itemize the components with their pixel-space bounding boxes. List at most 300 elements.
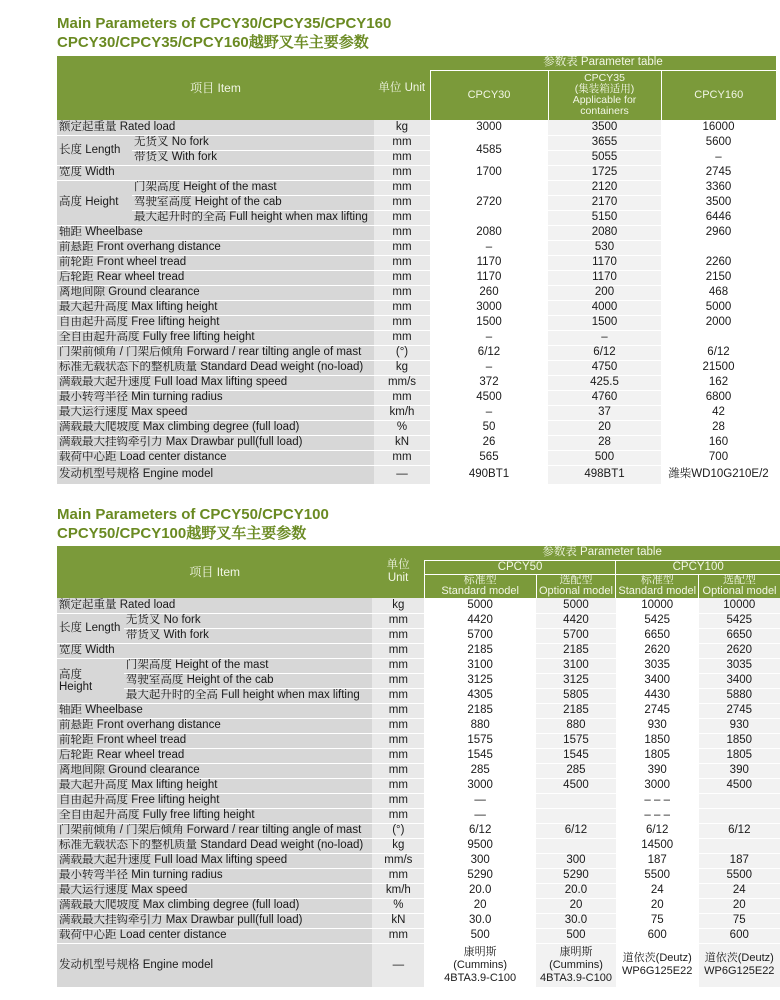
value-cell: 930 <box>699 718 780 733</box>
param-group: 长度 Length <box>57 613 124 643</box>
unit-cell: mm <box>374 240 430 255</box>
table-row <box>57 165 776 180</box>
value-cell: 10000 <box>616 598 699 613</box>
param-name: 自由起升高度 Free lifting height <box>57 793 372 808</box>
table-row <box>57 240 776 255</box>
value-cell: 1170 <box>430 270 548 285</box>
table-row <box>57 270 776 285</box>
param-name: 载荷中心距 Load center distance <box>57 450 374 465</box>
value-cell: 2185 <box>424 703 536 718</box>
param-name: 无货叉 No fork <box>132 135 374 150</box>
value-cell: 9500 <box>424 838 536 853</box>
value-cell <box>699 793 780 808</box>
value-cell: 260 <box>430 285 548 300</box>
unit-cell: % <box>372 898 424 913</box>
header-item: 项目 Item <box>57 56 374 120</box>
value-cell: 600 <box>699 928 780 943</box>
param-name: 门架高度 Height of the mast <box>132 180 374 195</box>
table-row <box>57 135 776 150</box>
unit-cell: mm <box>374 225 430 240</box>
param-name: 发动机型号规格 Engine model <box>57 943 372 987</box>
value-cell: – <box>548 330 661 345</box>
value-cell: 3000 <box>430 300 548 315</box>
table-row <box>57 628 780 643</box>
value-cell: 10000 <box>699 598 780 613</box>
unit-cell: mm <box>372 763 424 778</box>
table-row <box>57 673 780 688</box>
param-name: 自由起升高度 Free lifting height <box>57 315 374 330</box>
value-cell: 20 <box>548 420 661 435</box>
table-row <box>57 733 780 748</box>
value-cell: 42 <box>661 405 776 420</box>
value-cell: – – – <box>616 808 699 823</box>
param-name: 宽度 Width <box>57 165 374 180</box>
header-model-variant <box>424 574 536 598</box>
value-cell: 1545 <box>536 748 616 763</box>
value-cell: 300 <box>536 853 616 868</box>
table-row <box>57 255 776 270</box>
param-name: 后轮距 Rear wheel tread <box>57 270 374 285</box>
value-cell: 50 <box>430 420 548 435</box>
header-model: CPCY160 <box>661 70 776 120</box>
value-cell: 2620 <box>699 643 780 658</box>
unit-cell: mm <box>374 195 430 210</box>
unit-cell: mm <box>374 165 430 180</box>
value-cell: 20 <box>424 898 536 913</box>
param-name: 满载最大爬坡度 Max climbing degree (full load) <box>57 420 374 435</box>
header-parameter-table: 参数表 Parameter table <box>430 56 776 70</box>
value-cell: 4000 <box>548 300 661 315</box>
value-cell: 4500 <box>430 390 548 405</box>
value-cell: 道依茨(Deutz) WP6G125E22 <box>616 943 699 987</box>
value-cell: 5290 <box>424 868 536 883</box>
header-unit-cn: 单位 <box>386 559 410 571</box>
param-name: 满载最大挂钩牵引力 Max Drawbar pull(full load) <box>57 913 372 928</box>
table-row <box>57 853 780 868</box>
value-cell: 28 <box>548 435 661 450</box>
table-row <box>57 330 776 345</box>
value-cell: 498BT1 <box>548 465 661 484</box>
value-cell: 5425 <box>699 613 780 628</box>
value-cell: 2170 <box>548 195 661 210</box>
table-row <box>57 943 780 987</box>
table-row <box>57 465 776 484</box>
header-variant-en: Optional model <box>538 585 613 598</box>
section1-title-en: Main Parameters of CPCY30/CPCY35/CPCY160 <box>57 15 392 32</box>
unit-cell: mm <box>372 703 424 718</box>
value-cell: – <box>430 360 548 375</box>
value-cell <box>536 838 616 853</box>
table-row <box>57 360 776 375</box>
value-cell: 390 <box>616 763 699 778</box>
value-cell: – – – <box>616 793 699 808</box>
value-cell: 4500 <box>536 778 616 793</box>
unit-cell: mm/s <box>374 375 430 390</box>
table-row <box>57 315 776 330</box>
value-cell: 5600 <box>661 135 776 150</box>
value-cell: 1170 <box>548 255 661 270</box>
value-cell: 490BT1 <box>430 465 548 484</box>
value-cell: 3400 <box>616 673 699 688</box>
value-cell: 6/12 <box>548 345 661 360</box>
table-row <box>57 375 776 390</box>
value-cell: 4585 <box>430 135 548 165</box>
param-name: 轴距 Wheelbase <box>57 703 372 718</box>
table-row <box>57 150 776 165</box>
value-cell <box>699 838 780 853</box>
table-row <box>57 928 780 943</box>
value-cell: 162 <box>661 375 776 390</box>
table-row <box>57 405 776 420</box>
value-cell: 20.0 <box>536 883 616 898</box>
value-cell: 4305 <box>424 688 536 703</box>
value-cell: 5425 <box>616 613 699 628</box>
value-cell: 2120 <box>548 180 661 195</box>
value-cell: 3035 <box>616 658 699 673</box>
value-cell: 3000 <box>424 778 536 793</box>
value-cell: 5805 <box>536 688 616 703</box>
value-cell: 3360 <box>661 180 776 195</box>
section2-title-en: Main Parameters of CPCY50/CPCY100 <box>57 506 329 523</box>
value-cell: 2620 <box>616 643 699 658</box>
value-cell: 潍柴WD10G210E/2 <box>661 465 776 484</box>
param-name: 最小转弯半径 Min turning radius <box>57 390 374 405</box>
param-name: 离地间隙 Ground clearance <box>57 285 374 300</box>
value-cell: 2185 <box>536 703 616 718</box>
value-cell: 500 <box>536 928 616 943</box>
value-cell: 2960 <box>661 225 776 240</box>
value-cell: 2720 <box>430 180 548 225</box>
unit-cell: mm <box>372 718 424 733</box>
header-unit-en: Unit <box>387 572 409 584</box>
value-cell: 2260 <box>661 255 776 270</box>
table-row <box>57 748 780 763</box>
unit-cell: mm <box>372 808 424 823</box>
param-name: 前轮距 Front wheel tread <box>57 733 372 748</box>
header-variant-cn: 标准型 <box>640 574 674 587</box>
value-cell: 5000 <box>424 598 536 613</box>
value-cell: 1170 <box>548 270 661 285</box>
value-cell: 2745 <box>616 703 699 718</box>
value-cell: 6446 <box>661 210 776 225</box>
value-cell: 28 <box>661 420 776 435</box>
value-cell: 2080 <box>548 225 661 240</box>
unit-cell: mm <box>374 270 430 285</box>
table-row <box>57 225 776 240</box>
table-row <box>57 703 780 718</box>
value-cell: 5000 <box>661 300 776 315</box>
value-cell: 1575 <box>424 733 536 748</box>
unit-cell: km/h <box>374 405 430 420</box>
unit-cell: kg <box>374 120 430 135</box>
value-cell: 75 <box>699 913 780 928</box>
unit-cell: (°) <box>374 345 430 360</box>
param-name: 满载最大爬坡度 Max climbing degree (full load) <box>57 898 372 913</box>
value-cell: 4500 <box>699 778 780 793</box>
value-cell: 200 <box>548 285 661 300</box>
value-cell: 6/12 <box>616 823 699 838</box>
unit-cell: kN <box>374 435 430 450</box>
value-cell: 500 <box>424 928 536 943</box>
value-cell: 390 <box>699 763 780 778</box>
header-unit: 单位 Unit <box>374 56 430 120</box>
unit-cell: mm <box>374 450 430 465</box>
unit-cell: mm <box>374 390 430 405</box>
value-cell: 20 <box>616 898 699 913</box>
unit-cell: mm <box>372 793 424 808</box>
value-cell: 20 <box>699 898 780 913</box>
value-cell: 700 <box>661 450 776 465</box>
value-cell: 5150 <box>548 210 661 225</box>
value-cell: 565 <box>430 450 548 465</box>
unit-cell: — <box>372 943 424 987</box>
param-name: 门架前倾角 / 门架后倾角 Forward / rear tilting angle of mast <box>57 823 372 838</box>
value-cell: 5700 <box>536 628 616 643</box>
param-name: 前轮距 Front wheel tread <box>57 255 374 270</box>
unit-cell: mm <box>372 643 424 658</box>
header-variant-cn: 标准型 <box>463 574 497 587</box>
param-name: 最大起升时的全高 Full height when max lifting <box>132 210 374 225</box>
value-cell: 3100 <box>536 658 616 673</box>
value-cell: 372 <box>430 375 548 390</box>
value-cell: 187 <box>616 853 699 868</box>
unit-cell: mm <box>374 150 430 165</box>
unit-cell: mm <box>374 180 430 195</box>
header-model-group: CPCY50 <box>424 560 616 574</box>
param-name: 无货叉 No fork <box>124 613 373 628</box>
table-row <box>57 195 776 210</box>
value-cell: 6650 <box>616 628 699 643</box>
param-name: 宽度 Width <box>57 643 372 658</box>
table-row <box>57 763 780 778</box>
value-cell: 285 <box>536 763 616 778</box>
param-group: 高度 Height <box>57 180 132 225</box>
value-cell: 6/12 <box>536 823 616 838</box>
header-parameter-table: 参数表 Parameter table <box>424 546 780 560</box>
value-cell: 5500 <box>699 868 780 883</box>
param-name: 轴距 Wheelbase <box>57 225 374 240</box>
param-name: 最大起升时的全高 Full height when max lifting <box>124 688 373 703</box>
table-row <box>57 210 776 225</box>
value-cell: 5880 <box>699 688 780 703</box>
param-name: 门架前倾角 / 门架后倾角 Forward / rear tilting angle of mast <box>57 345 374 360</box>
unit-cell: (°) <box>372 823 424 838</box>
unit-cell: mm <box>372 928 424 943</box>
value-cell: – <box>430 240 548 255</box>
param-name: 前悬距 Front overhang distance <box>57 718 372 733</box>
param-name: 标准无载状态下的整机质量 Standard Dead weight (no-load) <box>57 838 372 853</box>
value-cell: 5500 <box>616 868 699 883</box>
value-cell: 4760 <box>548 390 661 405</box>
param-name: 标准无载状态下的整机质量 Standard Dead weight (no-load) <box>57 360 374 375</box>
table-row <box>57 793 780 808</box>
table-row <box>57 450 776 465</box>
header-variant-cn: 选配型 <box>723 574 757 587</box>
param-name: 离地间隙 Ground clearance <box>57 763 372 778</box>
table-row <box>57 390 776 405</box>
param-name: 最大运行速度 Max speed <box>57 405 374 420</box>
param-name: 最小转弯半径 Min turning radius <box>57 868 372 883</box>
header-model-variant <box>616 574 699 598</box>
value-cell: 1850 <box>616 733 699 748</box>
unit-cell: kg <box>372 598 424 613</box>
unit-cell: mm <box>372 673 424 688</box>
param-group: 长度 Length <box>57 135 132 165</box>
value-cell: 1500 <box>430 315 548 330</box>
value-cell: 6/12 <box>661 345 776 360</box>
value-cell: 6650 <box>699 628 780 643</box>
table-row <box>57 883 780 898</box>
param-name: 最大起升高度 Max lifting height <box>57 300 374 315</box>
unit-cell: mm <box>372 748 424 763</box>
header-variant-en: Standard model <box>441 585 519 598</box>
header-model-group: CPCY100 <box>616 560 780 574</box>
table-row <box>57 898 780 913</box>
header-model: CPCY30 <box>430 70 548 120</box>
value-cell: 2745 <box>661 165 776 180</box>
value-cell: 道依茨(Deutz) WP6G125E22 <box>699 943 780 987</box>
value-cell: 6/12 <box>699 823 780 838</box>
param-name: 满载最大挂钩牵引力 Max Drawbar pull(full load) <box>57 435 374 450</box>
unit-cell: mm <box>374 135 430 150</box>
param-name: 载荷中心距 Load center distance <box>57 928 372 943</box>
unit-cell: mm <box>372 733 424 748</box>
value-cell: 2000 <box>661 315 776 330</box>
value-cell: 1805 <box>616 748 699 763</box>
unit-cell: kg <box>374 360 430 375</box>
param-name: 前悬距 Front overhang distance <box>57 240 374 255</box>
value-cell: 20 <box>536 898 616 913</box>
value-cell: 14500 <box>616 838 699 853</box>
parameter-table-1 <box>57 56 776 485</box>
unit-cell: mm <box>374 285 430 300</box>
value-cell: 6/12 <box>430 345 548 360</box>
value-cell: 530 <box>548 240 661 255</box>
header-variant-en: Standard model <box>618 585 697 598</box>
unit-cell: % <box>374 420 430 435</box>
param-name: 满载最大起升速度 Full load Max lifting speed <box>57 853 372 868</box>
value-cell: 2080 <box>430 225 548 240</box>
value-cell: 4430 <box>616 688 699 703</box>
param-name: 驾驶室高度 Height of the cab <box>132 195 374 210</box>
value-cell: 300 <box>424 853 536 868</box>
header-model-variant <box>536 574 616 598</box>
value-cell: 4420 <box>424 613 536 628</box>
table-row <box>57 658 780 673</box>
param-group: 高度 Height <box>57 658 124 703</box>
value-cell: 16000 <box>661 120 776 135</box>
param-name: 带货叉 With fork <box>132 150 374 165</box>
value-cell: – <box>661 150 776 165</box>
value-cell: 37 <box>548 405 661 420</box>
value-cell: 2185 <box>424 643 536 658</box>
value-cell: 5055 <box>548 150 661 165</box>
value-cell: 1700 <box>430 165 548 180</box>
value-cell <box>661 240 776 255</box>
table-row <box>57 285 776 300</box>
unit-cell: mm <box>374 315 430 330</box>
table-row <box>57 808 780 823</box>
value-cell <box>536 793 616 808</box>
param-name: 驾驶室高度 Height of the cab <box>124 673 373 688</box>
param-name: 门架高度 Height of the mast <box>124 658 373 673</box>
value-cell: 康明斯 (Cummins) 4BTA3.9-C100 <box>424 943 536 987</box>
value-cell: 26 <box>430 435 548 450</box>
unit-cell: mm <box>372 628 424 643</box>
unit-cell: mm <box>372 868 424 883</box>
unit-cell: — <box>374 465 430 484</box>
unit-cell: mm <box>374 210 430 225</box>
unit-cell: mm <box>372 688 424 703</box>
value-cell: 2185 <box>536 643 616 658</box>
value-cell: 285 <box>424 763 536 778</box>
value-cell: 880 <box>536 718 616 733</box>
value-cell: 康明斯 (Cummins) 4BTA3.9-C100 <box>536 943 616 987</box>
value-cell: 160 <box>661 435 776 450</box>
value-cell: 425.5 <box>548 375 661 390</box>
table-row <box>57 688 780 703</box>
value-cell: 3100 <box>424 658 536 673</box>
table-row <box>57 778 780 793</box>
table-row <box>57 345 776 360</box>
value-cell: 3500 <box>661 195 776 210</box>
param-name: 额定起重量 Rated load <box>57 598 372 613</box>
unit-cell: mm <box>374 255 430 270</box>
value-cell: 1850 <box>699 733 780 748</box>
value-cell: 600 <box>616 928 699 943</box>
value-cell: 1805 <box>699 748 780 763</box>
value-cell: 3000 <box>430 120 548 135</box>
value-cell: 6800 <box>661 390 776 405</box>
param-name: 额定起重量 Rated load <box>57 120 374 135</box>
param-name: 带货叉 With fork <box>124 628 373 643</box>
param-name: 全自由起升高度 Fully free lifting height <box>57 330 374 345</box>
value-cell: 20.0 <box>424 883 536 898</box>
value-cell: 24 <box>616 883 699 898</box>
table-row <box>57 420 776 435</box>
value-cell: 4750 <box>548 360 661 375</box>
value-cell: 75 <box>616 913 699 928</box>
unit-cell: kg <box>372 838 424 853</box>
table-row <box>57 643 780 658</box>
param-name: 后轮距 Rear wheel tread <box>57 748 372 763</box>
value-cell: 21500 <box>661 360 776 375</box>
value-cell: 5000 <box>536 598 616 613</box>
value-cell: 468 <box>661 285 776 300</box>
header-unit <box>372 546 424 598</box>
value-cell: 3400 <box>699 673 780 688</box>
table-row <box>57 120 776 135</box>
unit-cell: mm <box>374 330 430 345</box>
value-cell: 880 <box>424 718 536 733</box>
value-cell <box>699 808 780 823</box>
header-model: CPCY35 (集装箱适用) Applicable for containers <box>548 70 661 120</box>
header-item: 项目 Item <box>57 546 372 598</box>
header-model-variant <box>699 574 780 598</box>
table-row <box>57 913 780 928</box>
value-cell: 500 <box>548 450 661 465</box>
param-name: 满载最大起升速度 Full load Max lifting speed <box>57 375 374 390</box>
value-cell: – <box>430 330 548 345</box>
value-cell: 1575 <box>536 733 616 748</box>
value-cell: 1545 <box>424 748 536 763</box>
value-cell: — <box>424 793 536 808</box>
param-name: 全自由起升高度 Fully free lifting height <box>57 808 372 823</box>
value-cell: 4420 <box>536 613 616 628</box>
value-cell: 5290 <box>536 868 616 883</box>
value-cell <box>661 330 776 345</box>
unit-cell: mm <box>372 778 424 793</box>
